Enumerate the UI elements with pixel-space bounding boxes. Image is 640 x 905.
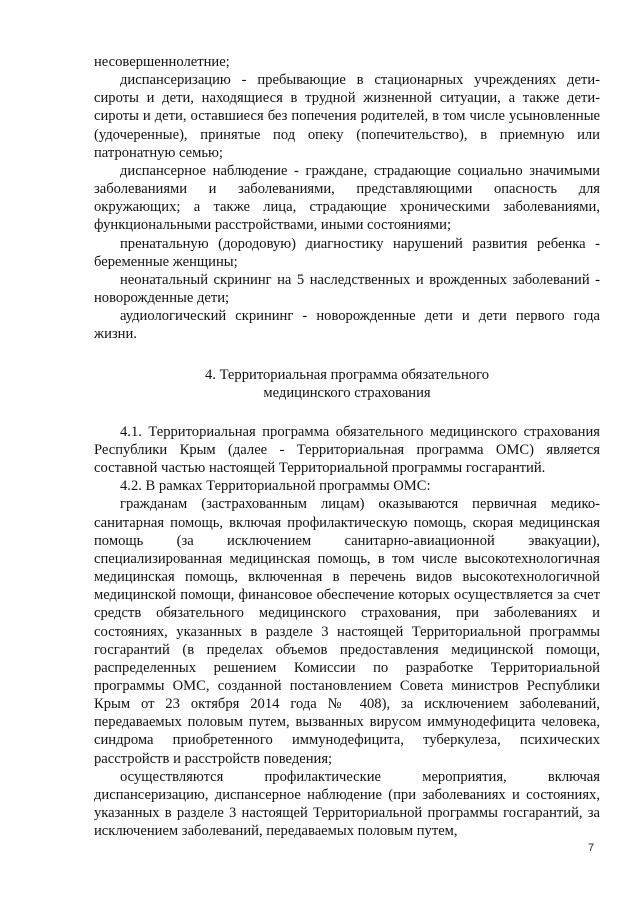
- page-number: 7: [588, 842, 595, 854]
- paragraph-citizens-care: гражданам (застрахованным лицам) оказываются первичная медико-санитарная помощь, включая профилактическую помощь, скорая медицинская помощь (за исключением санитарно-авиационной эвакуации), специализированная медицинская помощь, в том числе высокотехнологичная медицинская помощь, включенная в перечень видов высокотехнологичной медицинской помощи, финансовое обеспечение которых осуществляется за счет средств обязательного медицинского страхования, при заболеваниях и состояниях, указанных в разделе 3 настоящей Территориальной программы госгарантий (в пределах объемов предоставления медицинской помощи, распределенных решением Комиссии по разработке Территориальной программы ОМС, созданной постановлением Совета министров Республики Крым от 23 октября 2014 года № 408), за исключением заболеваний, передаваемых половым путем, вызванных вирусом иммунодефицита человека, синдрома приобретенного иммунодефицита, туберкулеза, психических расстройств и расстройств поведения;: [94, 496, 600, 767]
- paragraph-neonatal-screening: неонатальный скрининг на 5 наследственных и врожденных заболеваний - новорожденные дети;: [94, 271, 600, 307]
- document-body: [94, 53, 600, 840]
- section-heading-line-1: 4. Территориальная программа обязательного: [204, 366, 490, 383]
- paragraph-4-1: 4.1. Территориальная программа обязательного медицинского страхования Республики Крым (далее - Территориальная программа ОМС) является составной частью настоящей Территориальной программы госгарантий.: [94, 423, 600, 477]
- section-heading: [94, 366, 600, 402]
- paragraph-4-2: 4.2. В рамках Территориальной программы ОМС:: [120, 478, 431, 495]
- paragraph-preventive-measures: осуществляются профилактические мероприятия, включая диспансеризацию, диспансерное наблюдение (при заболеваниях и состояниях, указанных в разделе 3 настоящей Территориальной программы госгарантий, за исключением заболеваний, передаваемых половым путем,: [94, 768, 600, 840]
- section-heading-line-2: медицинского страхования: [263, 384, 431, 401]
- paragraph-dispensary-observation: диспансерное наблюдение - граждане, страдающие социально значимыми заболеваниями и заболеваниями, представляющими опасность для окружающих; а также лица, страдающие хроническими заболеваниями, функциональными расстройствами, иными состояниями;: [94, 162, 600, 234]
- paragraph-audiological-screening: аудиологический скрининг - новорожденные дети и дети первого года жизни.: [94, 308, 600, 343]
- paragraph-prenatal-diagnostics: пренатальную (дородовую) диагностику нарушений развития ребенка - беременные женщины;: [94, 235, 600, 270]
- paragraph-minors: несовершеннолетние;: [94, 54, 230, 70]
- paragraph-dispanserization: диспансеризацию - пребывающие в стационарных учреждениях дети-сироты и дети, находящиеся в трудной жизненной ситуации, а также дети-сироты и дети, оставшиеся без попечения родителей, в том числе усыновленные (удочеренные), принятые под опеку (попечительство), в приемную или патронатную семью;: [94, 72, 600, 161]
